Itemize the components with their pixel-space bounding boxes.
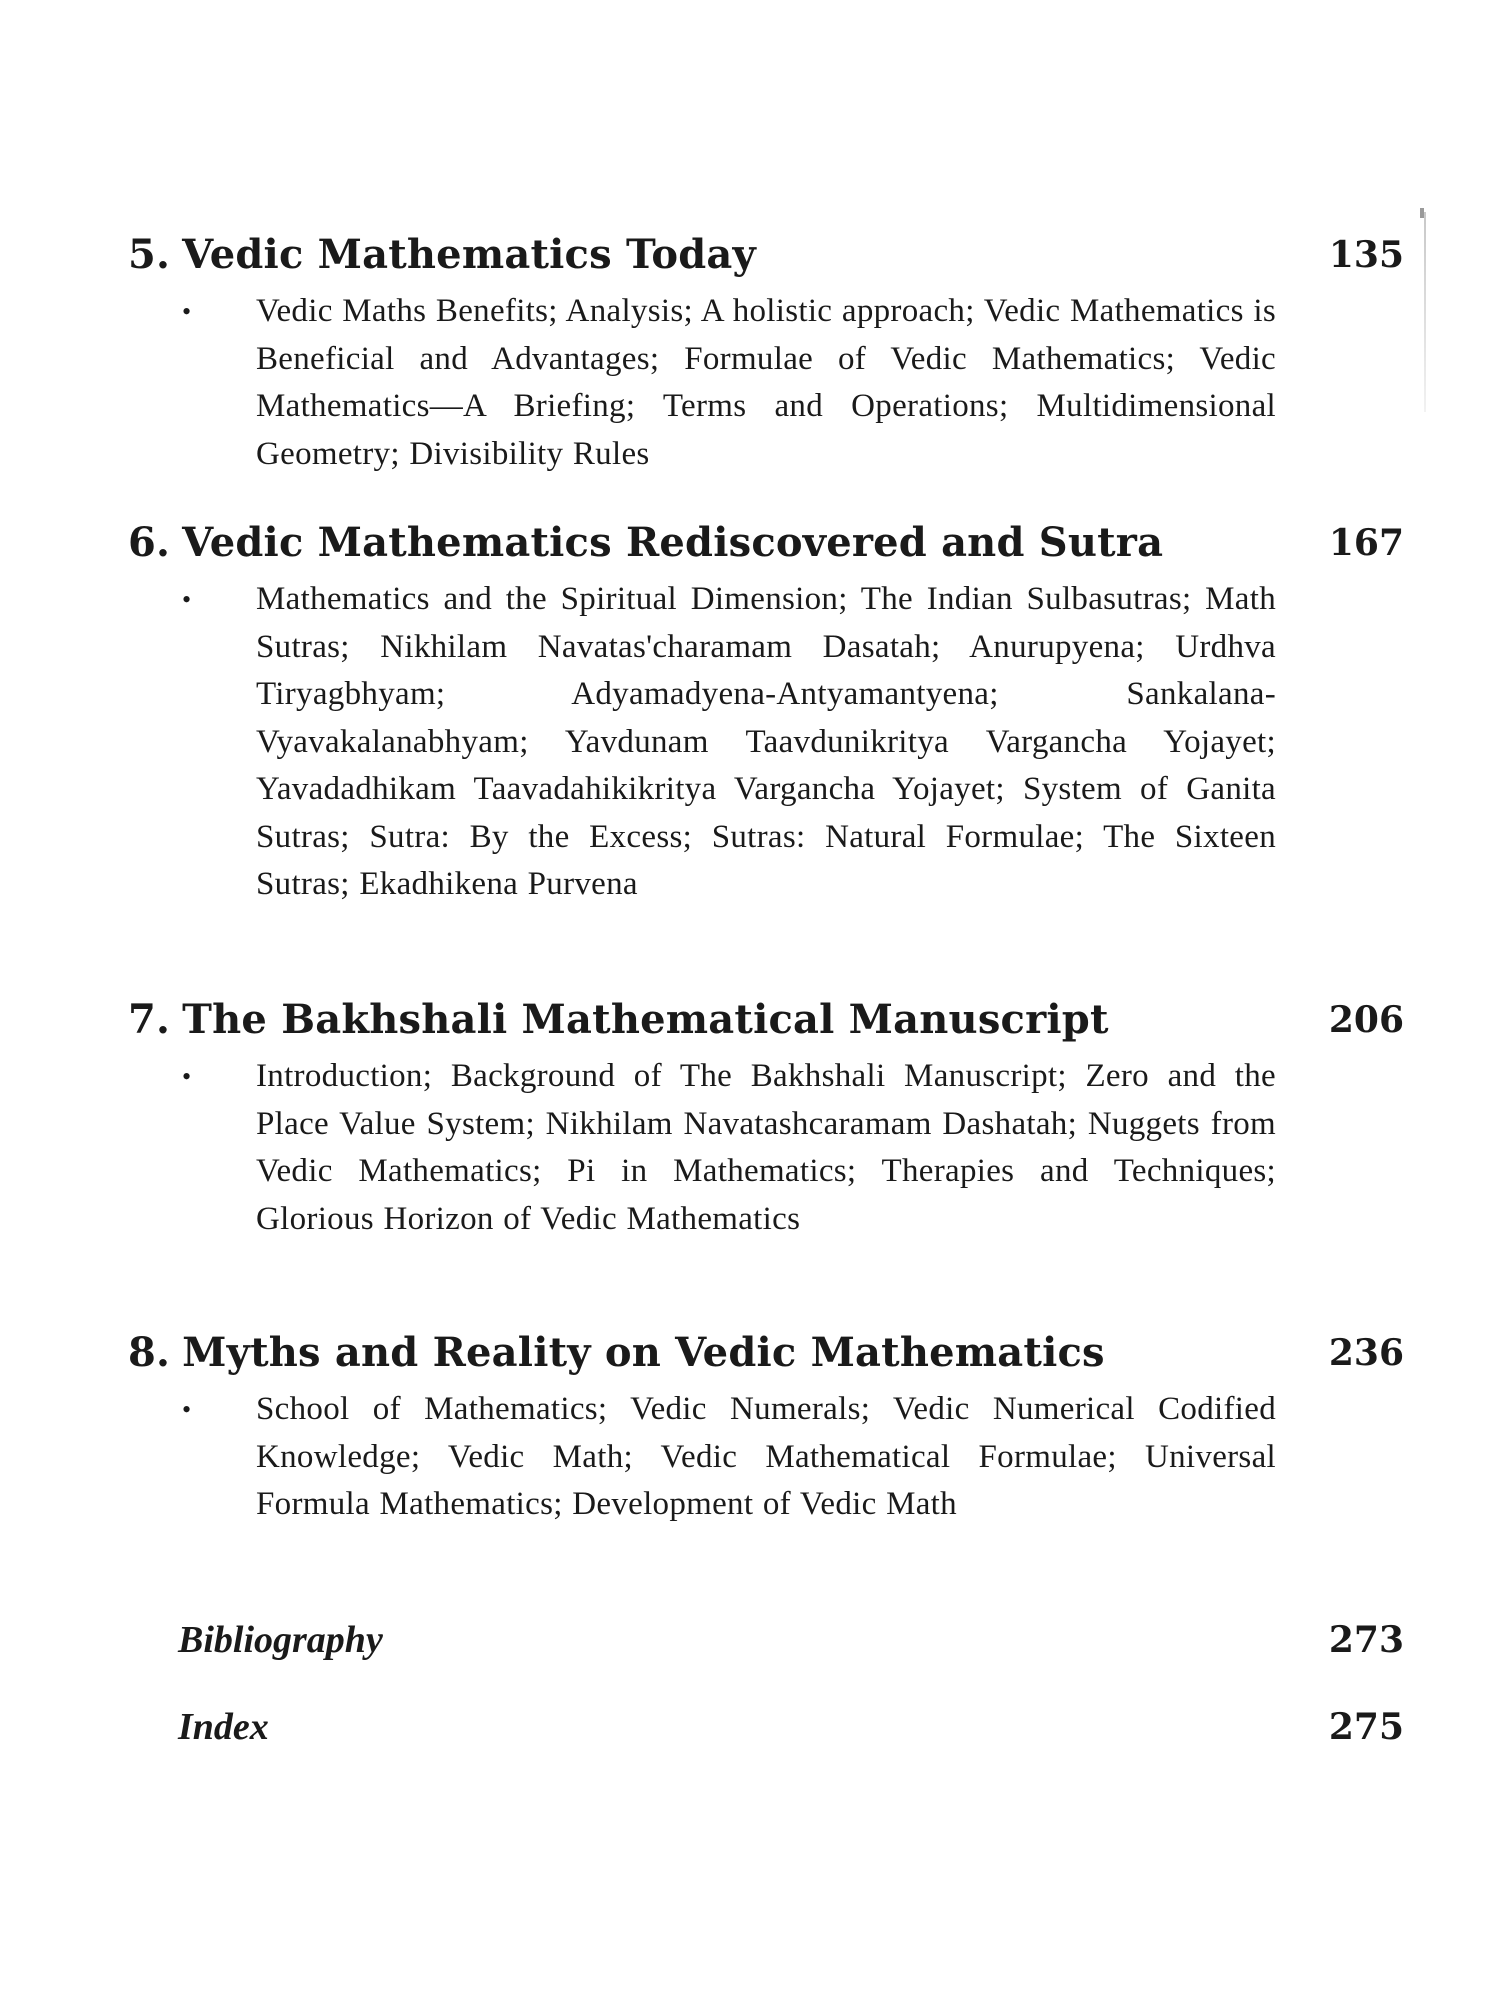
bibliography-title: Bibliography [178,1619,383,1661]
chapter-title-text: Myths and Reality on Vedic Mathematics [182,1329,1105,1376]
bullet-icon: • [182,1395,192,1424]
page-edge-shadow [1424,212,1426,412]
chapter-number: 6. [128,519,171,566]
chapter-title [128,1328,1105,1378]
chapter-description: Vedic Maths Benefits; Analysis; A holistic approach; Vedic Mathematics is Beneficial and Advantages; Formulae of Vedic Mathematics; Vedic Mathematics—A Briefing; Terms and Operations; Multidimensional Geometry; Divisibility Rules [256,293,1276,472]
chapter-number: 7. [128,996,171,1043]
bullet-icon: • [182,1062,192,1091]
bullet-icon: • [182,585,192,614]
chapter-title-text: Vedic Mathematics Today [182,231,756,278]
chapter-description: Mathematics and the Spiritual Dimension; The Indian Sulbasutras; Math Sutras; Nikhilam Navatas'charamam Dasatah; Anurupyena; Urdhva Tiryagbhyam; Adyamadyena-Antyamantyena; Sankalana-Vyavakalanabhyam; Yavdunam Taavdunikritya Vargancha Yojayet; Yavadadhikam Taavadahikikritya Vargancha Yojayet; System of Ganita Sutras; Sutra: By the Excess; Sutras: Natural Formulae; The Sixteen Sutras; Ekadhikena Purvena [256,581,1276,902]
chapter-number: 5. [128,231,171,278]
index-title: Index [178,1706,269,1748]
bibliography-page-number: 273 [1328,1619,1404,1661]
chapter-title-text: Vedic Mathematics Rediscovered and Sutra [182,519,1164,566]
chapter-title-text: The Bakhshali Mathematical Manuscript [182,996,1109,1043]
index-page-number: 275 [1328,1706,1404,1748]
chapter-title [128,518,1163,568]
chapter-description: Introduction; Background of The Bakhshali Manuscript; Zero and the Place Value System; Nikhilam Navatashcaramam Dashatah; Nuggets from Vedic Mathematics; Pi in Mathematics; Therapies and Techniques; Glorious Horizon of Vedic Mathematics [256,1058,1276,1237]
bullet-icon: • [182,297,192,326]
chapter-page-number: 135 [1328,234,1404,276]
chapter-description: School of Mathematics; Vedic Numerals; Vedic Numerical Codified Knowledge; Vedic Math; Vedic Mathematical Formulae; Universal Formula Mathematics; Development of Vedic Math [256,1391,1276,1522]
chapter-title [128,230,756,280]
chapter-title [128,995,1109,1045]
chapter-page-number: 206 [1328,999,1404,1041]
chapter-page-number: 236 [1328,1332,1404,1374]
chapter-page-number: 167 [1328,522,1404,564]
chapter-number: 8. [128,1329,171,1376]
